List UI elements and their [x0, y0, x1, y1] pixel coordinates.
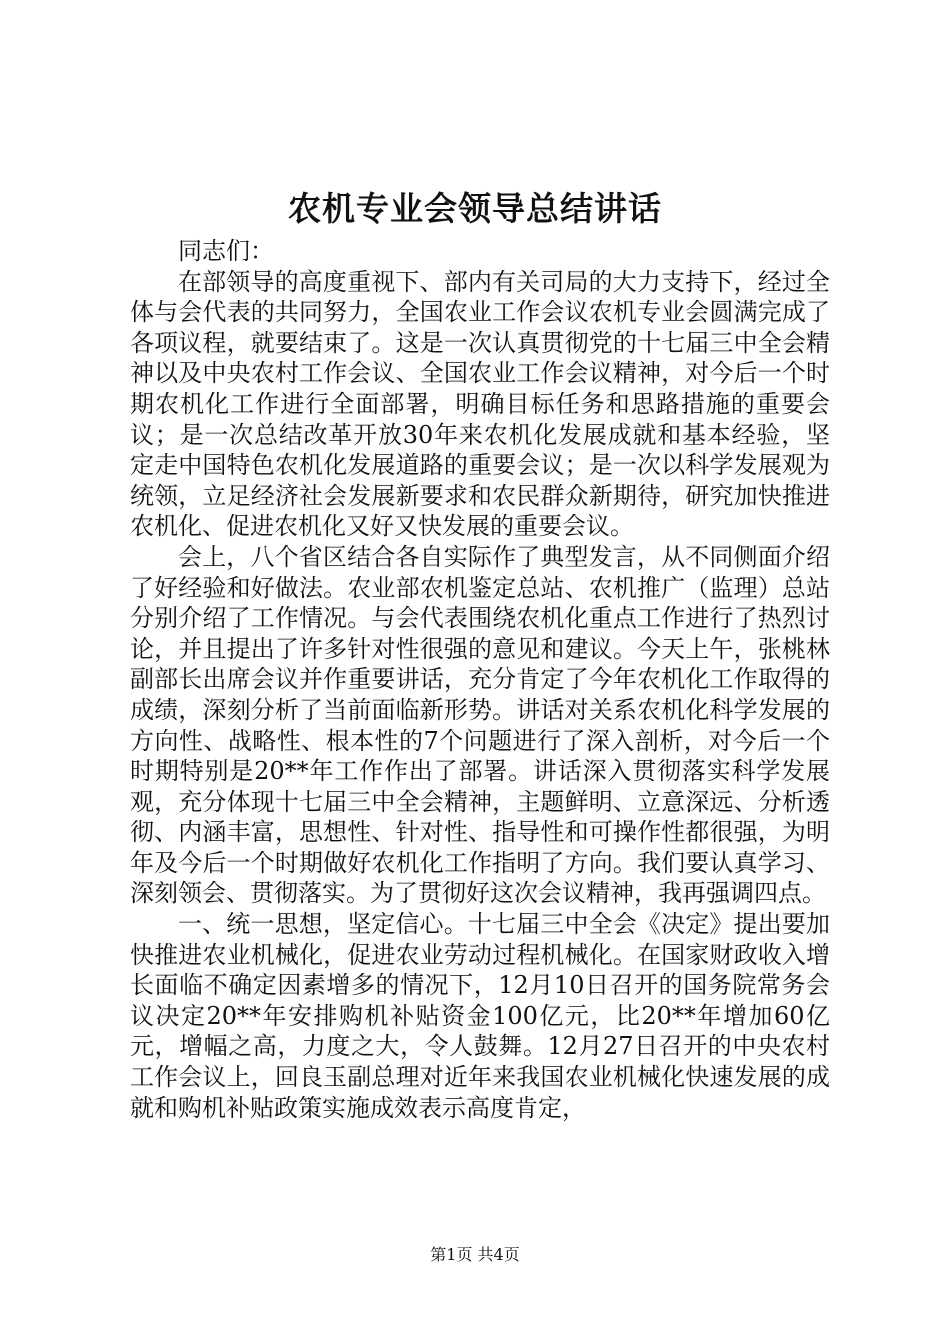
paragraph-2: 会上，八个省区结合各自实际作了典型发言，从不同侧面介绍了好经验和好做法。农业部农机鉴定总站、农机推广（监理）总站分别介绍了工作情况。与会代表围绕农机化重点工作进行了热烈讨论，并且提出了许多针对性很强的意见和建议。今天上午，张桃林副部长出席会议并作重要讲话，充分肯定了今年农机化工作取得的成绩，深刻分析了当前面临新形势。讲话对关系农机化科学发展的方向性、战略性、根本性的7个问题进行了深入剖析，对今后一个时期特别是20**年工作作出了部署。讲话深入贯彻落实科学发展观，充分体现十七届三中全会精神，主题鲜明、立意深远、分析透彻、内涵丰富，思想性、针对性、指导性和可操作性都很强，为明年及今后一个时期做好农机化工作指明了方向。我们要认真学习、深刻领会、贯彻落实。为了贯彻好这次会议精神，我再强调四点。 [130, 542, 830, 908]
document-title: 农机专业会领导总结讲话 [288, 189, 662, 228]
page-footer: 第1页 共4页 [430, 1245, 520, 1264]
paragraph-3: 一、统一思想，坚定信心。十七届三中全会《决定》提出要加快推进农业机械化，促进农业劳动过程机械化。在国家财政收入增长面临不确定因素增多的情况下，12月10日召开的国务院常务会议决定20**年安排购机补贴资金100亿元，比20**年增加60亿元，增幅之高，力度之大，令人鼓舞。12月27日召开的中央农村工作会议上，回良玉副总理对近年来我国农业机械化快速发展的成就和购机补贴政策实施成效表示高度肯定， [130, 910, 830, 1122]
paragraph-1: 在部领导的高度重视下、部内有关司局的大力支持下，经过全体与会代表的共同努力，全国农业工作会议农机专业会圆满完成了各项议程，就要结束了。这是一次认真贯彻党的十七届三中全会精神以及中央农村工作会议、全国农业工作会议精神，对今后一个时期农机化工作进行全面部署，明确目标任务和思路措施的重要会议；是一次总结改革开放30年来农机化发展成就和基本经验，坚定走中国特色农机化发展道路的重要会议；是一次以科学发展观为统领，立足经济社会发展新要求和农民群众新期待，研究加快推进农机化、促进农机化又好又快发展的重要会议。 [130, 267, 830, 541]
document-body [130, 236, 830, 1123]
salutation: 同志们： [178, 237, 274, 265]
